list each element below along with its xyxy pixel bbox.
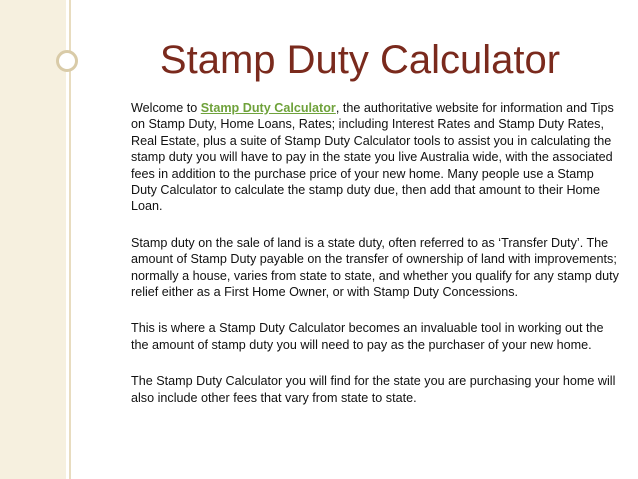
decorative-ring	[56, 50, 78, 72]
paragraph-other-fees: The Stamp Duty Calculator you will find for the state you are purchasing your home will also include other fees that vary from state to state.	[131, 374, 616, 405]
paragraph-transfer-duty: Stamp duty on the sale of land is a state duty, often referred to as ‘Transfer Duty’. The amount of Stamp Duty payable on the transfer of ownership of land with improvements; normally a house, varies from state to state, and whether you qualify for any stamp duty relief either as a First Home Owner, or with Stamp Duty Concessions.	[131, 235, 619, 300]
paragraph-welcome	[131, 100, 623, 215]
welcome-text-after: , the authoritative website for information and Tips on Stamp Duty, Home Loans, Rates; including Interest Rates and Stamp Duty Rates, Real Estate, plus a suite of Stamp Duty Calculator tools to assist you in calculating the stamp duty you will have to pay in the state you live Australia wide, with the associated fees in addition to the purchase price of your new home. Many people use a Stamp Duty Calculator to calculate the stamp duty due, then add that amount to their Home Loan.	[131, 101, 614, 214]
body-content	[131, 100, 623, 426]
left-decorative-band	[0, 0, 66, 479]
stamp-duty-calculator-link[interactable]: Stamp Duty Calculator	[200, 101, 336, 115]
paragraph-invaluable-tool: This is where a Stamp Duty Calculator becomes an invaluable tool in working out the the amount of stamp duty you will need to pay as the purchaser of your new home.	[131, 321, 604, 352]
welcome-text-before: Welcome to	[131, 101, 201, 115]
left-decorative-line	[69, 0, 71, 479]
page-title: Stamp Duty Calculator	[159, 38, 561, 82]
